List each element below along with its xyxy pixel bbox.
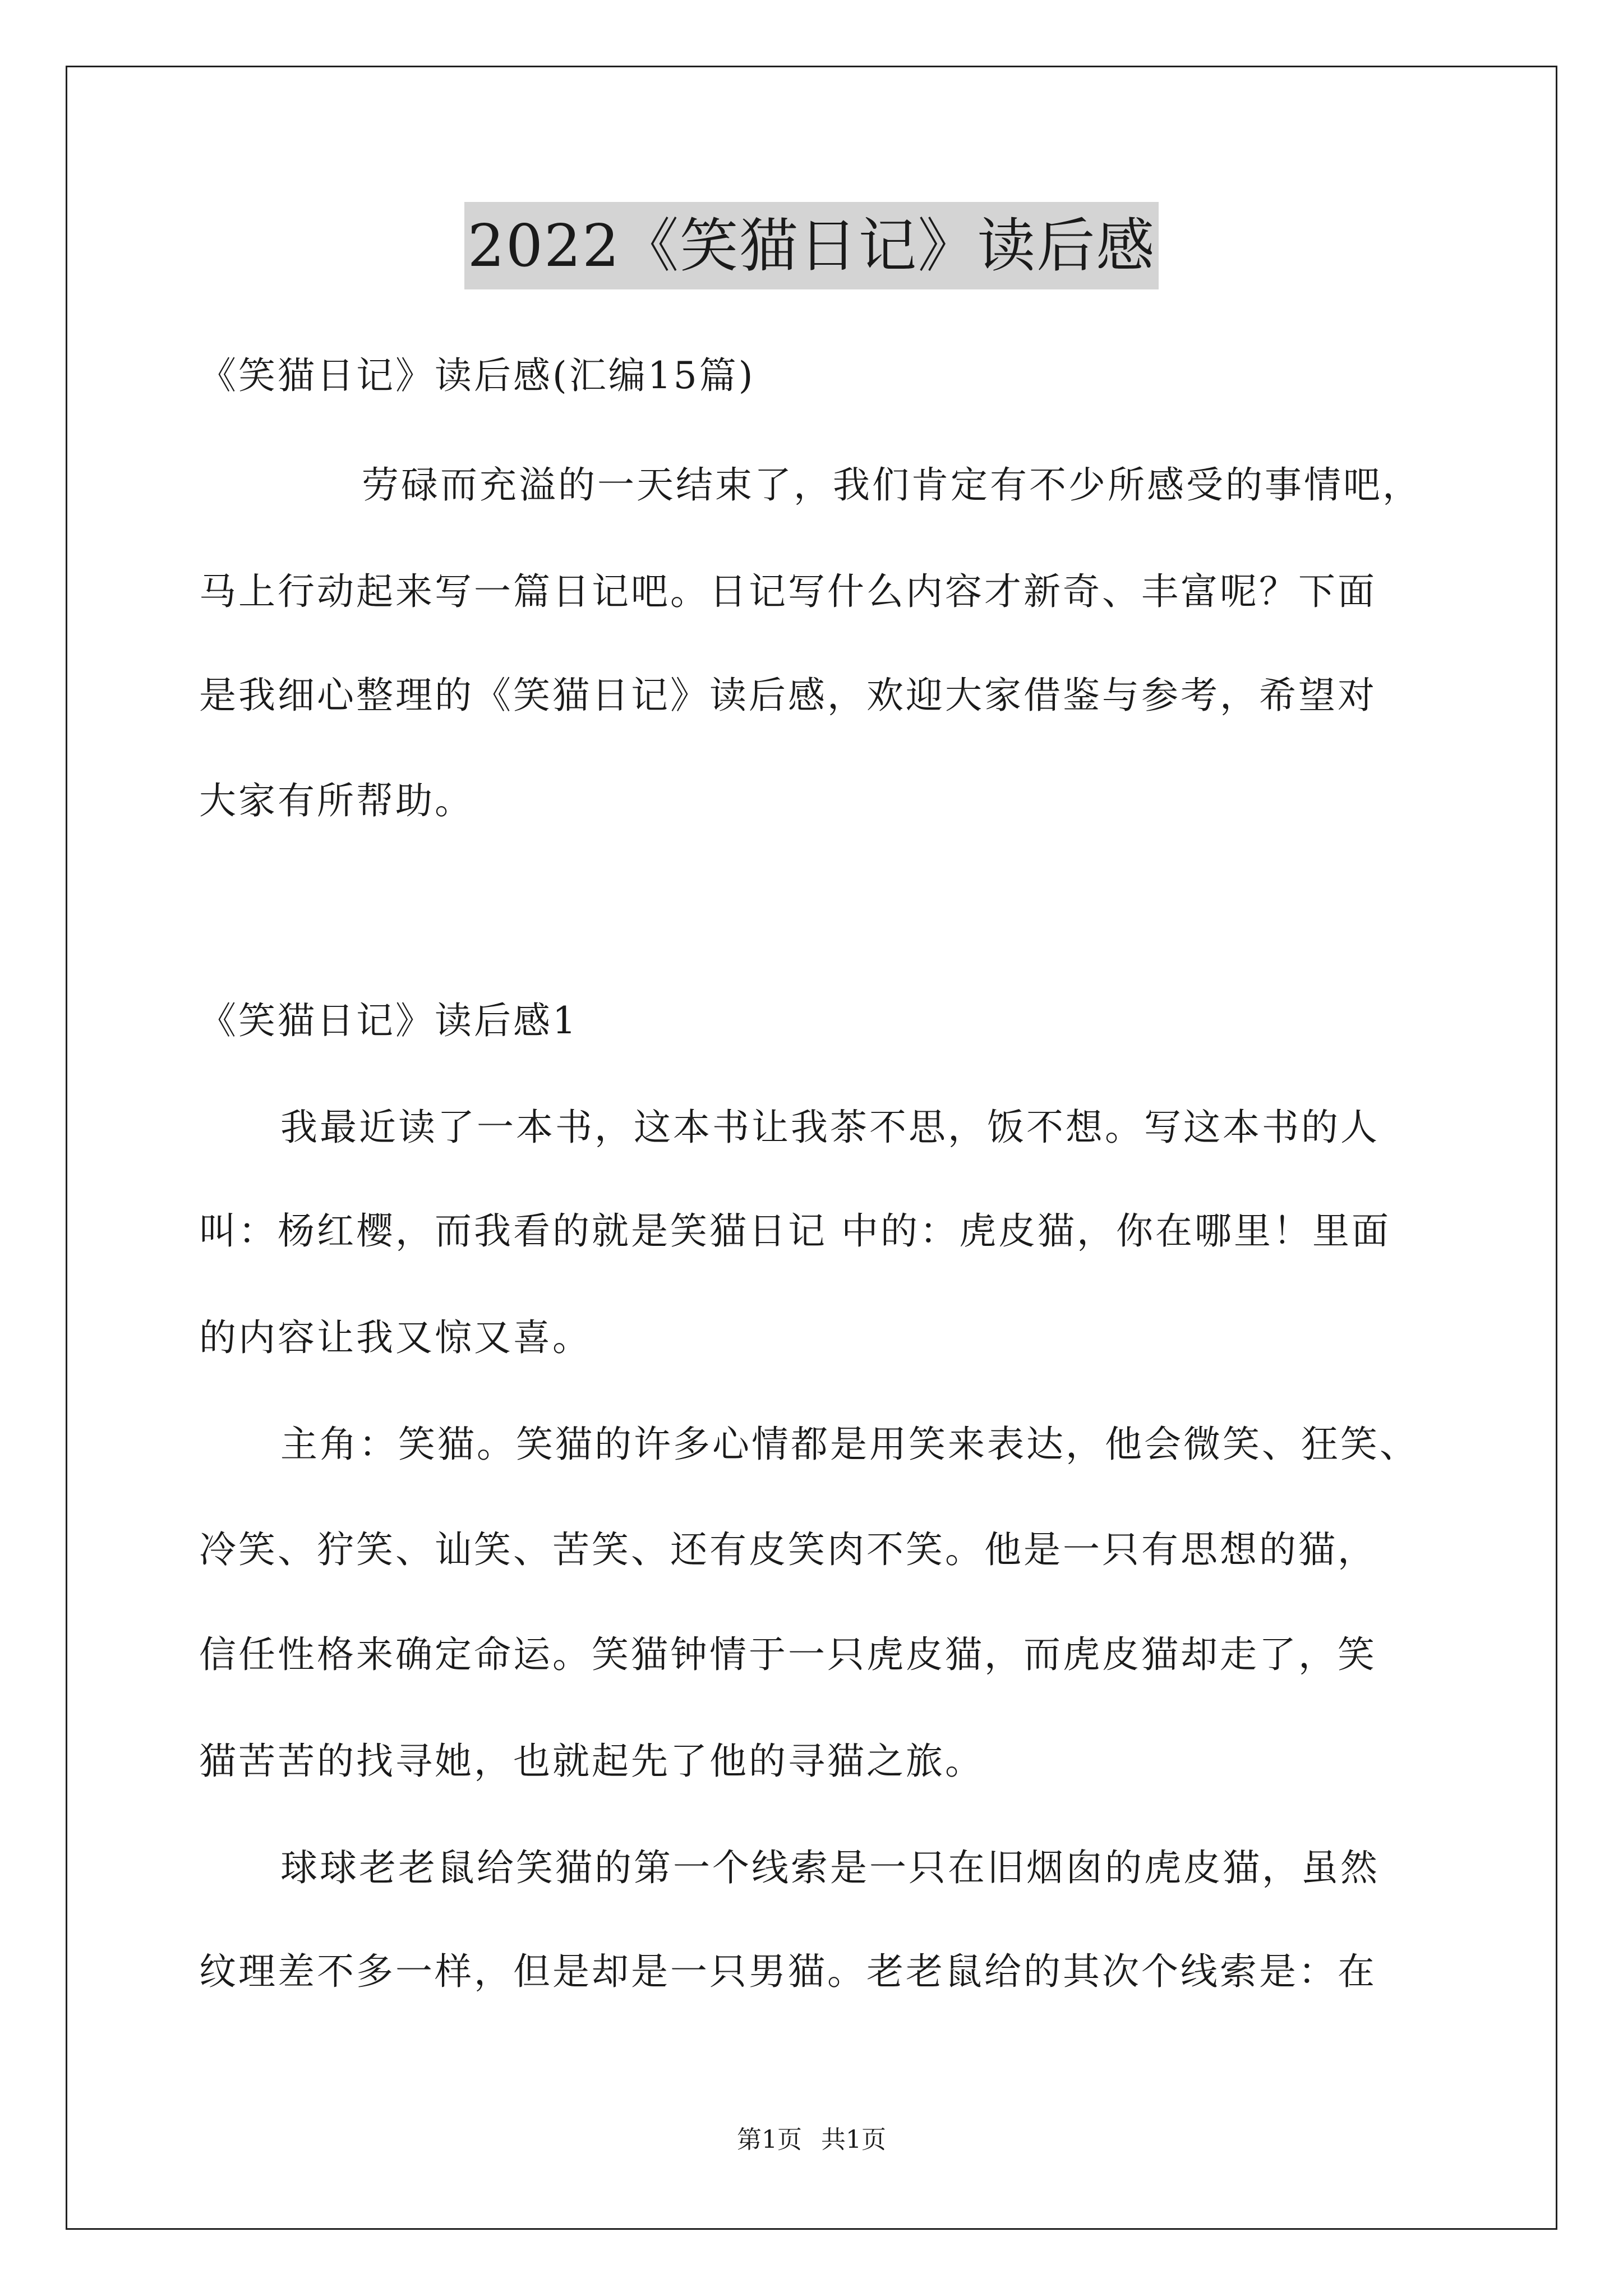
intro-line: 劳碌而充溢的一天结束了，我们肯定有不少所感受的事情吧，: [362, 463, 1422, 507]
document-title: 2022《笑猫日记》读后感: [464, 202, 1159, 289]
intro-line: 是我细心整理的《笑猫日记》读后感，欢迎大家借鉴与参考，希望对: [199, 674, 1377, 717]
section-heading: 《笑猫日记》读后感1: [199, 999, 578, 1042]
document-subtitle: 《笑猫日记》读后感(汇编15篇): [199, 354, 755, 397]
intro-line: 大家有所帮助。: [199, 779, 474, 822]
body-line: 猫苦苦的找寻她，也就起先了他的寻猫之旅。: [199, 1740, 984, 1783]
body-line: 信任性格来确定命运。笑猫钟情于一只虎皮猫，而虎皮猫却走了，笑: [199, 1633, 1377, 1676]
page-total: 共1页: [821, 2125, 886, 2154]
body-line: 我最近读了一本书，这本书让我茶不思，饭不想。写这本书的人: [280, 1106, 1380, 1149]
body-line: 纹理差不多一样，但是却是一只男猫。老老鼠给的其次个线索是：在: [199, 1950, 1377, 1993]
intro-line: 马上行动起来写一篇日记吧。日记写什么内容才新奇、丰富呢？下面: [199, 570, 1377, 613]
page-number: 第1页: [737, 2125, 802, 2154]
title-wrap: [0, 202, 1623, 289]
body-line: 球球老老鼠给笑猫的第一个线索是一只在旧烟囱的虎皮猫，虽然: [280, 1846, 1380, 1889]
body-line: 冷笑、狞笑、讪笑、苦笑、还有皮笑肉不笑。他是一只有思想的猫，: [199, 1528, 1377, 1571]
body-line: 叫：杨红樱，而我看的就是笑猫日记 中的：虎皮猫，你在哪里！里面: [199, 1209, 1391, 1253]
body-line: 主角：笑猫。笑猫的许多心情都是用笑来表达，他会微笑、狂笑、: [280, 1423, 1419, 1466]
page-footer: [0, 2123, 1623, 2157]
body-line: 的内容让我又惊又喜。: [199, 1316, 592, 1359]
